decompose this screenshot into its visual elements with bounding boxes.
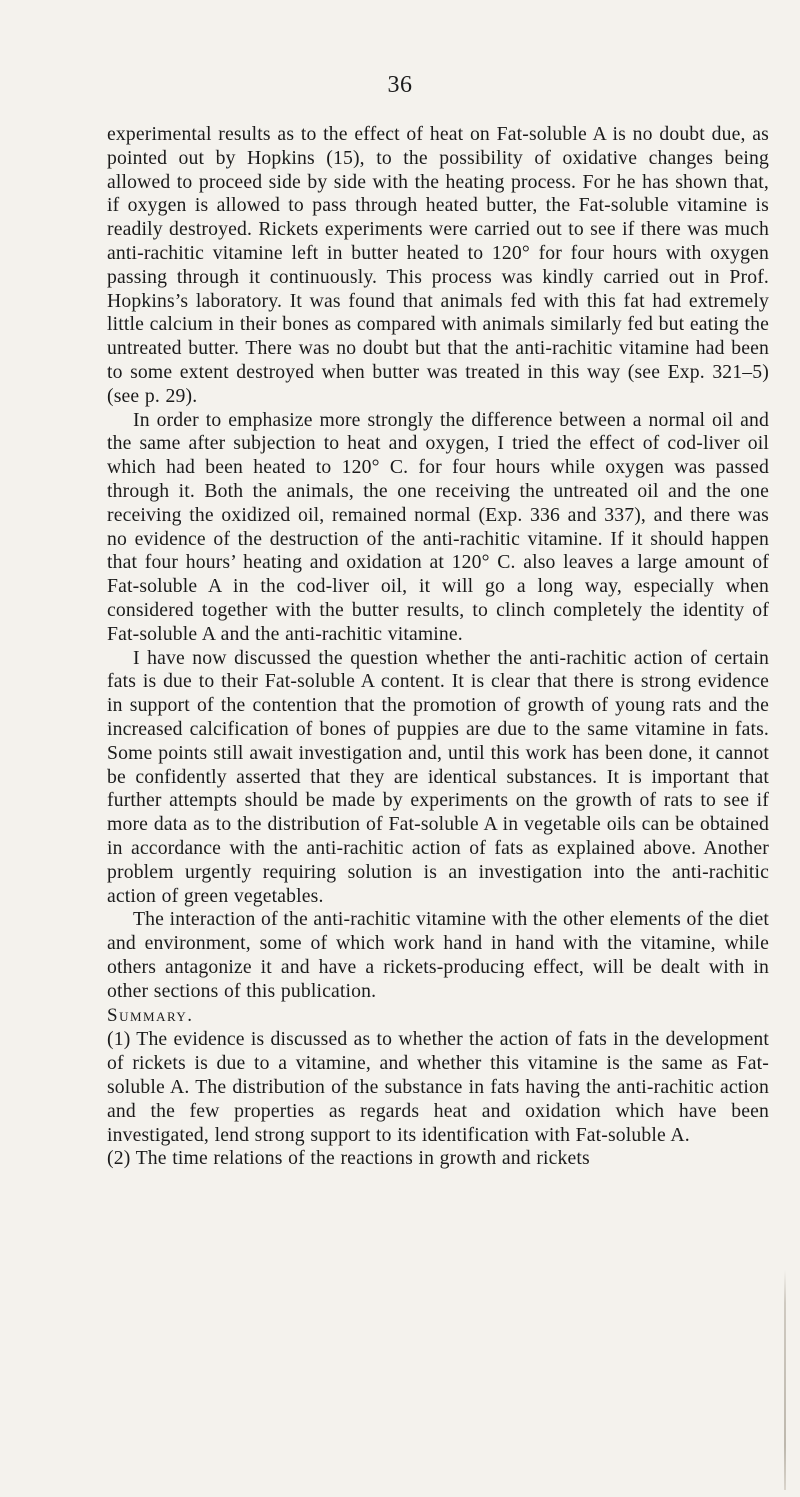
summary-item-2: (2) The time relations of the reactions in growth and rickets xyxy=(107,1147,590,1170)
summary-item-1: (1) The evidence is discussed as to whether the action of fats in the development of rickets is due to a vitamine, and whether this vitamine is the same as Fat-soluble A. The distribution of the substance in fats having the anti-rachitic action and the few properties as regards heat and oxidation which have been investigated, lend strong support to its identification with Fat-soluble A. xyxy=(107,1028,769,1146)
paragraph-fat-soluble-discussion: I have now discussed the question whether the anti-rachitic action of certain fats is due to their Fat-soluble A content. It is clear that there is strong evidence in support of the contention that the promotion of growth of young rats and the increased calcification of bones of puppies are due to the same vitamine in fats. Some points still await investigation and, until this work has been done, it cannot be confidently asserted that they are identical substances. It is important that further attempts should be made by experiments on the growth of rats to see if more data as to the distribution of Fat-soluble A in vegetable oils can be obtained in accordance with the anti-rachitic action of fats as explained above. Another problem urgently requiring solution is an investigation into the anti-rachitic action of green vegetables. xyxy=(107,646,769,907)
paragraph-heated-cod-liver-oil: In order to emphasize more strongly the difference between a normal oil and the same after subjection to heat and oxygen, I tried the effect of cod-liver oil which had been heated to 120° C. for four hours while oxygen was passed through it. Both the animals, the one receiving the untreated oil and the one receiving the oxidized oil, remained normal (Exp. 336 and 337), and there was no evidence of the destruction of the anti-rachitic vitamine. If it should happen that four hours’ heating and oxidation at 120° C. also leaves a large amount of Fat-soluble A in the cod-liver oil, it will go a long way, especially when considered together with the butter results, to clinch completely the identity of Fat-soluble A and the anti-rachitic vitamine. xyxy=(107,408,769,645)
paragraph-continuation: experimental results as to the effect of heat on Fat-soluble A is no doubt due, as pointed out by Hopkins (15), to the possibility of oxidative changes being allowed to proceed side by side with the heating process. For he has shown that, if oxygen is allowed to pass through heated butter, the Fat-soluble vitamine is readily destroyed. Rickets experiments were carried out to see if there was much anti-rachitic vitamine left in butter heated to 120° for four hours with oxygen passing through it continuously. This process was kindly carried out in Prof. Hopkins’s laboratory. It was found that animals fed with this fat had extremely little calcium in their bones as compared with animals similarly fed but eating the untreated butter. There was no doubt but that the anti-rachitic vitamine had been to some extent destroyed when butter was treated in this way (see Exp. 321–5) (see p. 29). xyxy=(107,123,769,407)
summary-heading: Summary. xyxy=(107,1005,194,1027)
page-number: 36 xyxy=(387,72,413,98)
body-text xyxy=(107,123,769,1171)
paragraph-interaction: The interaction of the anti-rachitic vitamine with the other elements of the diet and environment, some of which work hand in hand with the vitamine, while others antagonize it and have a rickets-producing effect, will be dealt with in other sections of this publication. xyxy=(107,908,769,1002)
page-edge-shadow xyxy=(784,1270,786,1490)
